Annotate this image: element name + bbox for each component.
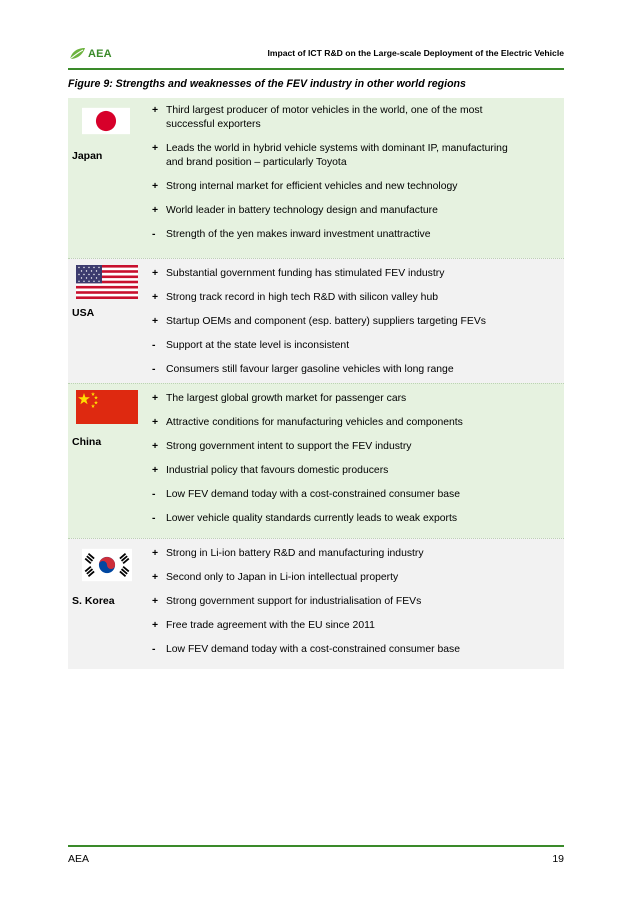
list-item (152, 615, 564, 639)
item-sign: + (152, 292, 159, 303)
page-header (68, 42, 564, 66)
item-text: Second only to Japan in Li-ion intellectual property (166, 572, 399, 583)
item-text: Low FEV demand today with a cost-constrained consumer base (166, 644, 460, 655)
item-sign: + (152, 441, 159, 452)
country-cell (68, 384, 146, 538)
china-flag-icon (76, 390, 138, 424)
list-item (152, 639, 564, 663)
list-item (152, 508, 564, 532)
item-text: Consumers still favour larger gasoline vehicles with long range (166, 364, 454, 375)
list-item (152, 484, 564, 508)
country-cell (68, 259, 146, 383)
usa-flag-icon (76, 265, 138, 299)
list-item (152, 100, 564, 138)
list-item (152, 388, 564, 412)
item-text: Substantial government funding has stimulated FEV industry (166, 268, 445, 279)
list-item (152, 436, 564, 460)
figure-title: Figure 9: Strengths and weaknesses of the FEV industry in other world regions (68, 78, 466, 90)
list-item (152, 460, 564, 484)
country-cell (68, 98, 146, 258)
item-sign: - (152, 644, 156, 655)
item-sign: + (152, 143, 159, 154)
item-sign: - (152, 513, 156, 524)
item-sign: + (152, 393, 159, 404)
item-text: Support at the state level is inconsistent (166, 340, 350, 351)
list-item (152, 359, 564, 383)
item-text: Startup OEMs and component (esp. battery) suppliers targeting FEVs (166, 316, 486, 327)
item-sign: + (152, 620, 159, 631)
logo-text: AEA (88, 48, 112, 60)
list-item (152, 543, 564, 567)
item-text: Strong track record in high tech R&D with silicon valley hub (166, 292, 439, 303)
footer-org: AEA (68, 853, 90, 865)
list-item (152, 412, 564, 436)
item-text: Strong government support for industrialisation of FEVs (166, 596, 422, 607)
header-title: Impact of ICT R&D on the Large-scale Deployment of the Electric Vehicle (267, 48, 564, 58)
item-text: Free trade agreement with the EU since 2011 (166, 620, 375, 631)
item-sign: + (152, 105, 159, 116)
item-sign: - (152, 229, 156, 240)
list-item (152, 591, 564, 615)
item-sign: - (152, 364, 156, 375)
item-sign: + (152, 205, 159, 216)
footer-rule (68, 845, 564, 847)
item-text: Strength of the yen makes inward investment unattractive (166, 229, 431, 240)
south-korea-flag-icon (82, 545, 132, 585)
list-item (152, 287, 564, 311)
list-item (152, 311, 564, 335)
item-text: Attractive conditions for manufacturing vehicles and components (166, 417, 463, 428)
region-items (152, 384, 564, 534)
region-china (68, 383, 564, 538)
country-name: Japan (72, 150, 103, 162)
item-sign: + (152, 181, 159, 192)
regions-table (68, 98, 564, 669)
list-item (152, 335, 564, 359)
region-items (152, 98, 564, 250)
item-sign: + (152, 268, 159, 279)
item-sign: - (152, 340, 156, 351)
header-rule (68, 68, 564, 70)
page-number: 19 (552, 853, 564, 865)
item-text: Third largest producer of motor vehicles in the world, one of the most successful exporters (166, 105, 483, 130)
list-item (152, 263, 564, 287)
region-usa (68, 258, 564, 383)
country-cell (68, 539, 146, 669)
region-japan (68, 98, 564, 258)
item-text: Industrial policy that favours domestic producers (166, 465, 389, 476)
item-text: Leads the world in hybrid vehicle systems with dominant IP, manufacturing and brand position – particularly Toyota (166, 143, 508, 168)
item-text: The largest global growth market for passenger cars (166, 393, 407, 404)
leaf-icon (68, 47, 86, 61)
list-item (152, 224, 564, 248)
country-name: China (72, 436, 102, 448)
item-sign: + (152, 316, 159, 327)
item-text: World leader in battery technology design and manufacture (166, 205, 438, 216)
region-south-korea (68, 538, 564, 669)
country-name: S. Korea (72, 595, 115, 607)
country-name: USA (72, 307, 95, 319)
item-sign: + (152, 572, 159, 583)
item-text: Strong internal market for efficient vehicles and new technology (166, 181, 458, 192)
aea-logo (68, 44, 112, 64)
item-sign: + (152, 596, 159, 607)
item-sign: + (152, 465, 159, 476)
list-item (152, 567, 564, 591)
region-items (152, 259, 564, 385)
list-item (152, 200, 564, 224)
item-text: Low FEV demand today with a cost-constrained consumer base (166, 489, 460, 500)
item-text: Strong in Li-ion battery R&D and manufacturing industry (166, 548, 424, 559)
region-items (152, 539, 564, 665)
list-item (152, 176, 564, 200)
item-sign: + (152, 417, 159, 428)
item-text: Strong government intent to support the FEV industry (166, 441, 412, 452)
japan-flag-icon (82, 102, 130, 140)
item-text: Lower vehicle quality standards currently leads to weak exports (166, 513, 458, 524)
item-sign: - (152, 489, 156, 500)
list-item (152, 138, 564, 176)
item-sign: + (152, 548, 159, 559)
